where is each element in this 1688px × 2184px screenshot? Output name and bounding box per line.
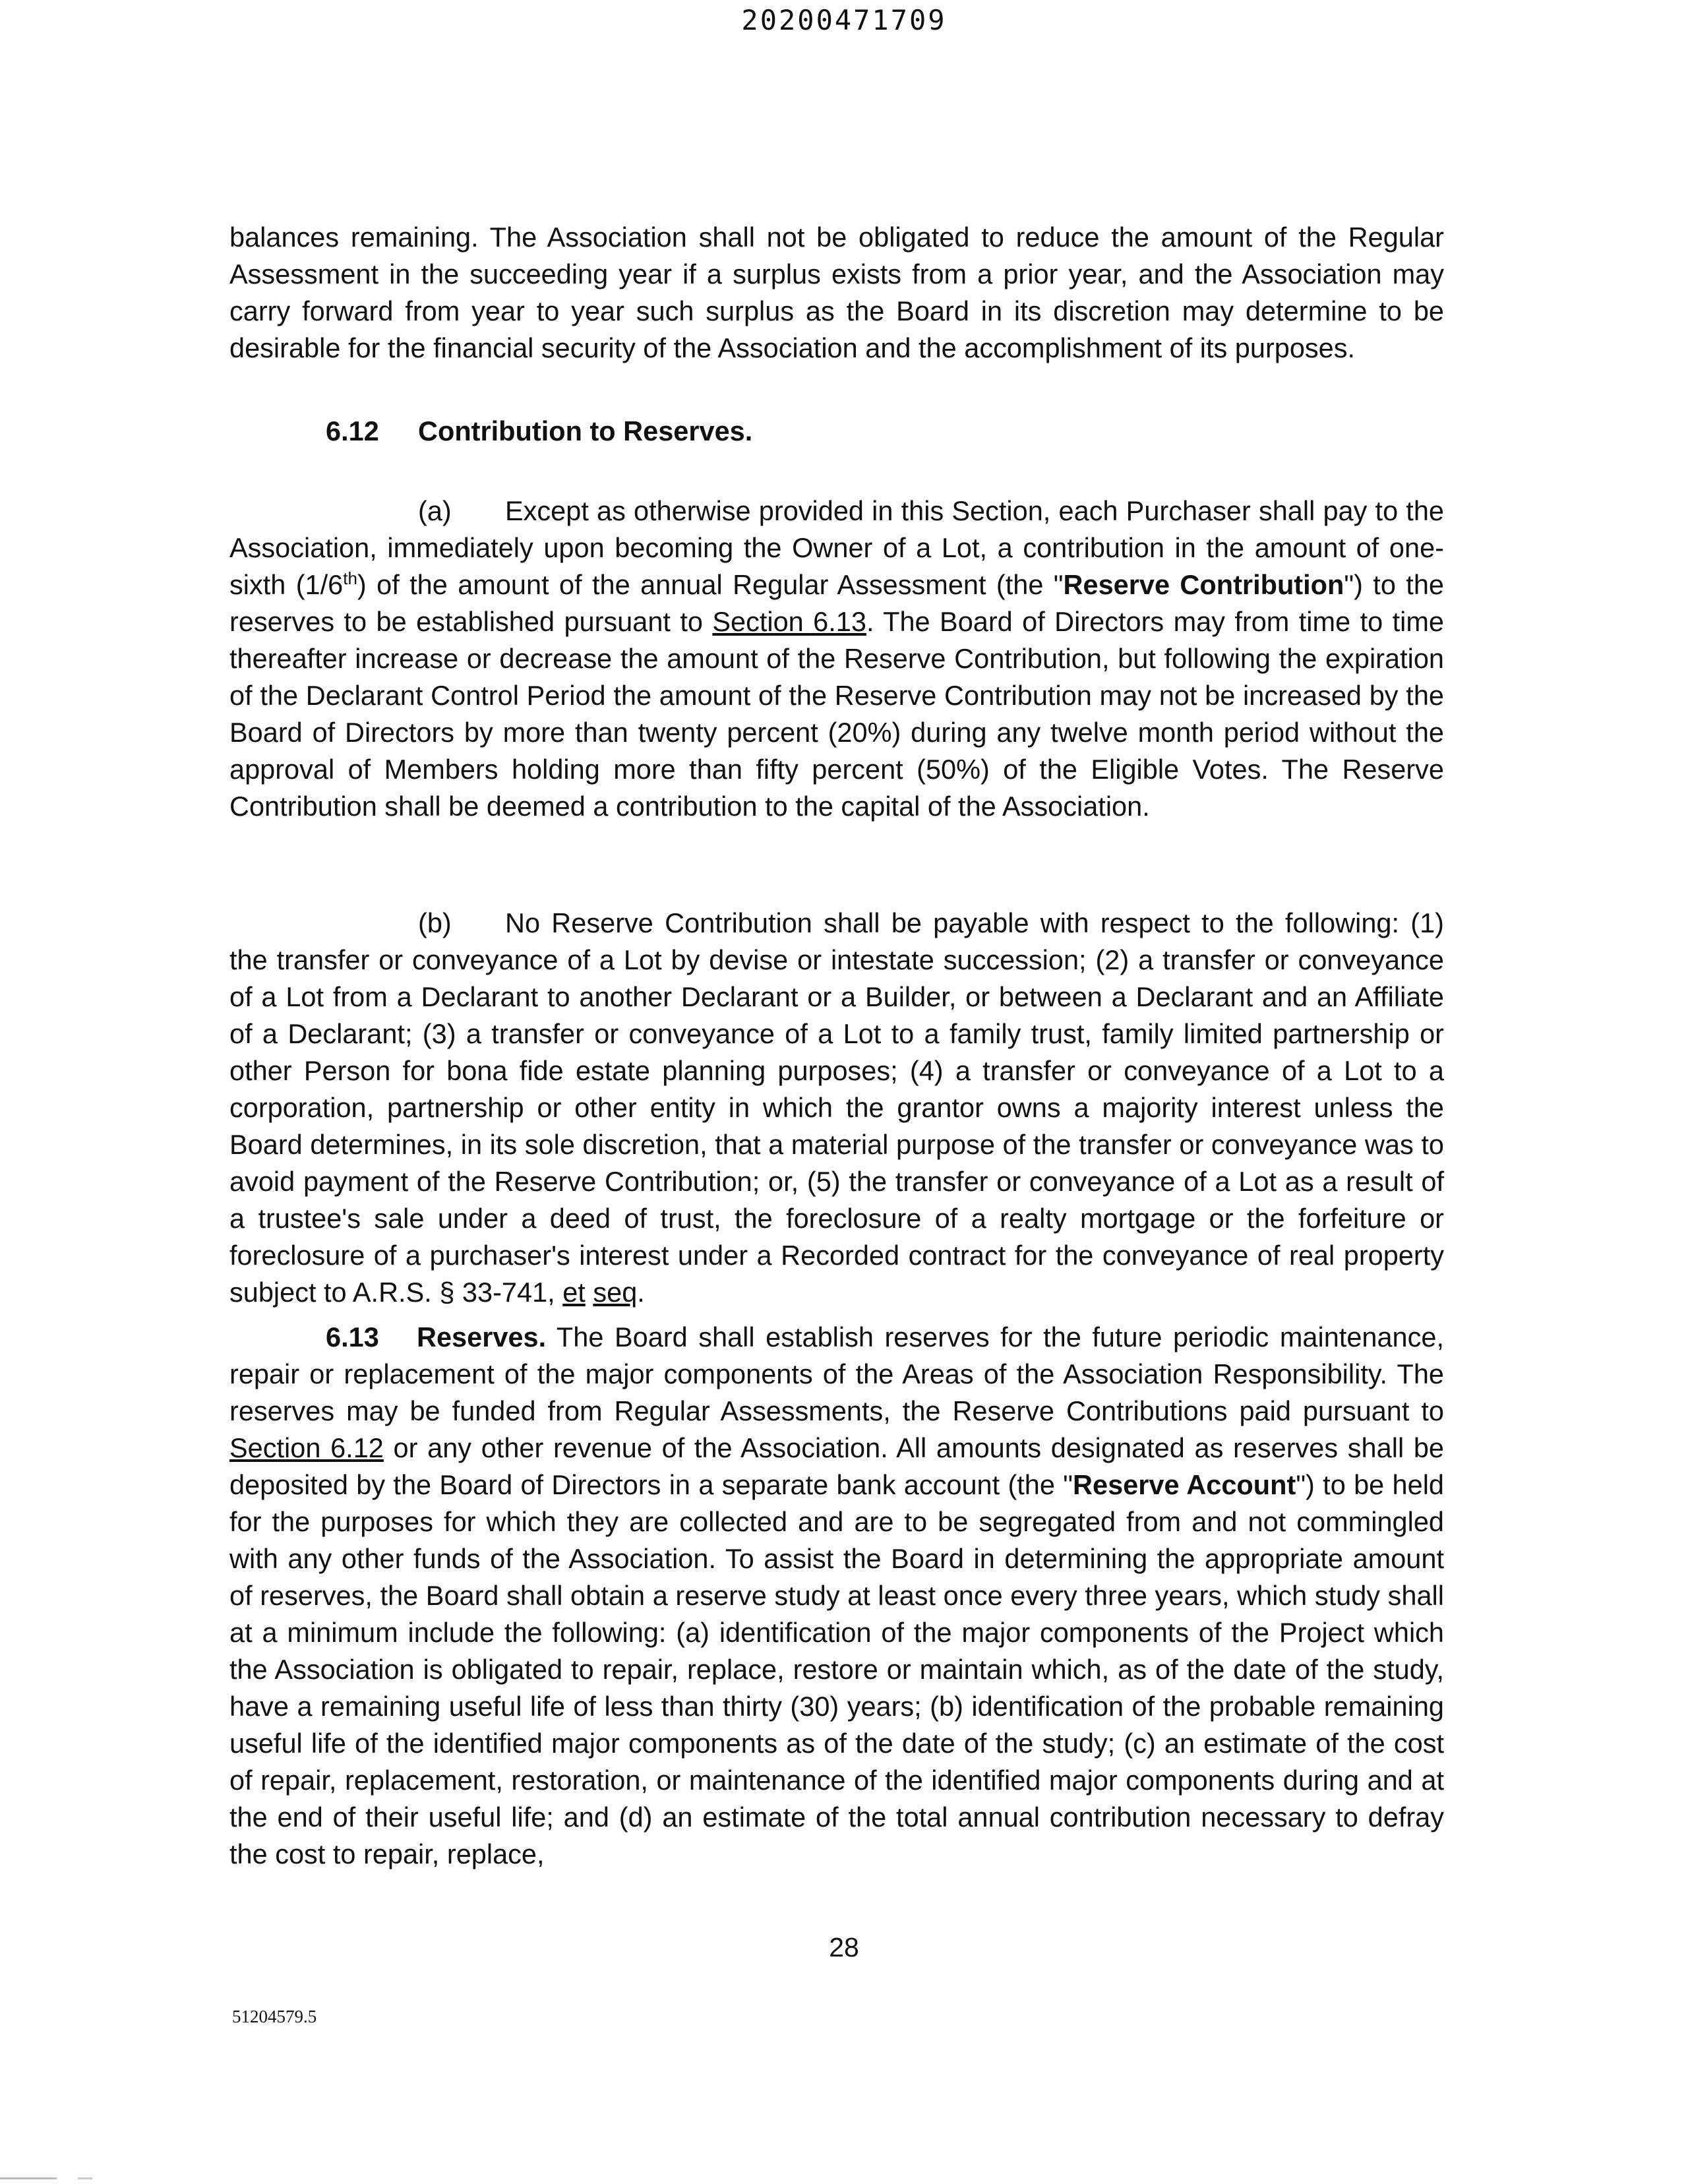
paragraph-a: (a) Except as otherwise provided in this Section, each Purchaser shall pay to the Association, immediately upon becoming the Owner of a Lot, a contribution in the amount of one-sixth (1/6th) of the amount of the annual Regular Assessment (the "Reserve Contribution") to the reserves to be established pursuant to Section 6.13. The Board of Directors may from time to time thereafter increase or decrease the amount of the Reserve Contribution, but following the expiration of the Declarant Control Period the amount of the Reserve Contribution may not be increased by the Board of Directors by more than twenty percent (20%) during any twelve month period without the approval of Members holding more than fifty percent (50%) of the Eligible Votes. The Reserve Contribution shall be deemed a contribution to the capital of the Association.	[229, 493, 1444, 825]
defined-term: Reserve Account	[1073, 1469, 1296, 1500]
page-number: 28	[829, 1932, 859, 1962]
section-6-13: 6.13 Reserves. The Board shall establish reserves for the future periodic maintenance, repair or replacement of the major components of the Areas of the Association Responsibility. The reserves may be funded from Regular Assessments, the Reserve Contributions paid pursuant to Section 6.12 or any other revenue of the Association. All amounts designated as reserves shall be deposited by the Board of Directors in a separate bank account (the "Reserve Account") to be held for the purposes for which they are collected and are to be segregated from and not commingled with any other funds of the Association. To assist the Board in determining the appropriate amount of reserves, the Board shall obtain a reserve study at least once every three years, which study shall at a minimum include the following: (a) identification of the major components of the Project which the Association is obligated to repair, replace, restore or maintain which, as of the date of the study, have a remaining useful life of less than thirty (30) years; (b) identification of the probable remaining useful life of the identified major components as of the date of the study; (c) an estimate of the cost of repair, replacement, restoration, or maintenance of the identified major components during and at the end of their useful life; and (d) an estimate of the total annual contribution necessary to defray the cost to repair, replace,	[229, 1319, 1444, 1873]
paragraph-b: (b) No Reserve Contribution shall be payable with respect to the following: (1) the transfer or conveyance of a Lot by devise or intestate succession; (2) a transfer or conveyance of a Lot from a Declarant to another Declarant or a Builder, or between a Declarant and an Affiliate of a Declarant; (3) a transfer or conveyance of a Lot to a family trust, family limited partnership or other Person for bona fide estate planning purposes; (4) a transfer or conveyance of a Lot to a corporation, partnership or other entity in which the grantor owns a majority interest unless the Board determines, in its sole discretion, that a material purpose of the transfer or conveyance was to avoid payment of the Reserve Contribution; or, (5) the transfer or conveyance of a Lot as a result of a trustee's sale under a deed of trust, the foreclosure of a realty mortgage or the forfeiture or foreclosure of a purchaser's interest under a Recorded contract for the conveyance of real property subject to A.R.S. § 33-741, et seq.	[229, 905, 1444, 1311]
section-number: 6.13	[326, 1321, 379, 1352]
intro-text: balances remaining. The Association shall not be obligated to reduce the amount of the Regular Assessment in the succeeding year if a surplus exists from a prior year, and the Association may carry forward from year to year such surplus as the Board in its discretion may determine to be desirable for the financial security of the Association and the accomplishment of its purposes.	[229, 222, 1444, 363]
section-number: 6.12	[326, 415, 379, 446]
section-title: Reserves.	[417, 1321, 547, 1352]
section-title: Contribution to Reserves.	[418, 415, 753, 446]
intro-paragraph	[229, 219, 1444, 367]
defined-term: Reserve Contribution	[1063, 569, 1344, 600]
section-reference-link: Section 6.12	[229, 1432, 384, 1463]
scan-artifact	[78, 2177, 92, 2179]
paragraph-label: (a)	[418, 495, 452, 526]
section-reference-link: Section 6.13	[712, 606, 866, 637]
document-id: 51204579.5	[232, 2007, 317, 2026]
scan-artifact	[0, 2177, 57, 2179]
recording-number: 20200471709	[741, 4, 947, 36]
section-6-12-heading	[326, 413, 752, 450]
paragraph-label: (b)	[418, 907, 452, 938]
